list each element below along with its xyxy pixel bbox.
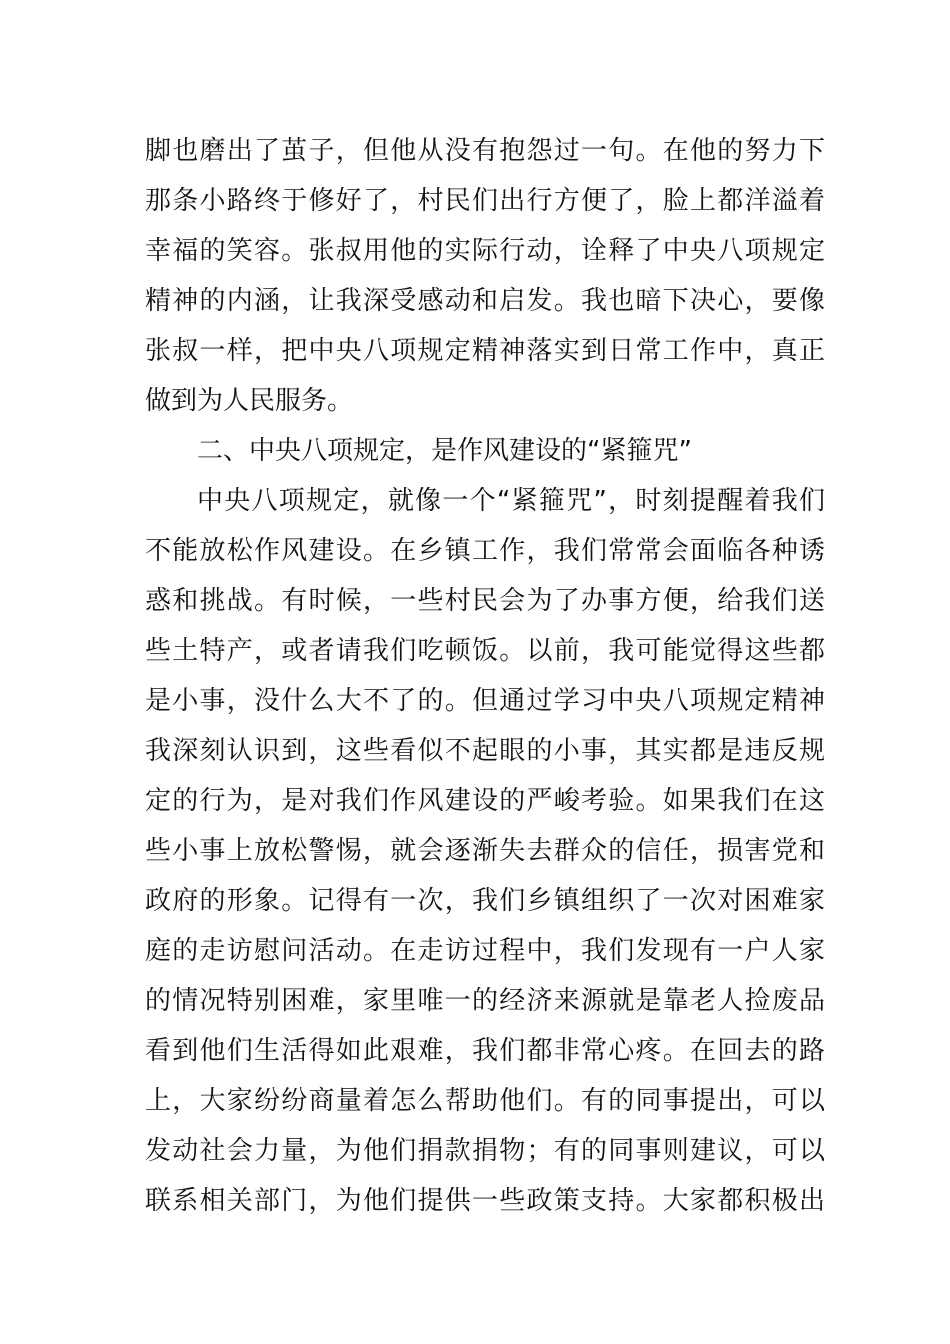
text-line: 联系相关部门，为他们提供一些政策支持。大家都积极出 (145, 1186, 825, 1216)
section-heading: 二、中央八项规定，是作风建设的“紧箍咒” (197, 436, 692, 466)
text-line: 看到他们生活得如此艰难，我们都非常心疼。在回去的路 (145, 1036, 825, 1066)
text-line: 幸福的笑容。张叔用他的实际行动，诠释了中央八项规定 (145, 236, 825, 266)
text-line: 不能放松作风建设。在乡镇工作，我们常常会面临各种诱 (145, 536, 825, 566)
text-line: 张叔一样，把中央八项规定精神落实到日常工作中，真正 (145, 336, 825, 366)
text-line: 庭的走访慰问活动。在走访过程中，我们发现有一户人家 (145, 936, 825, 966)
text-line: 精神的内涵，让我深受感动和启发。我也暗下决心，要像 (145, 286, 825, 316)
text-line: 我深刻认识到，这些看似不起眼的小事，其实都是违反规 (145, 736, 825, 766)
text-line: 惑和挑战。有时候，一些村民会为了办事方便，给我们送 (145, 586, 825, 616)
text-line: 中央八项规定，就像一个“紧箍咒”，时刻提醒着我们 (197, 486, 825, 516)
text-line: 发动社会力量，为他们捐款捐物；有的同事则建议，可以 (145, 1136, 825, 1166)
text-line: 是小事，没什么大不了的。但通过学习中央八项规定精神 (145, 686, 825, 716)
text-line: 些小事上放松警惕，就会逐渐失去群众的信任，损害党和 (145, 836, 825, 866)
text-line: 做到为人民服务。 (145, 386, 354, 416)
text-line: 的情况特别困难，家里唯一的经济来源就是靠老人捡废品 (145, 986, 825, 1016)
text-line: 脚也磨出了茧子，但他从没有抱怨过一句。在他的努力下 (145, 136, 825, 166)
text-line: 些土特产，或者请我们吃顿饭。以前，我可能觉得这些都 (145, 636, 825, 666)
text-line: 定的行为，是对我们作风建设的严峻考验。如果我们在这 (145, 786, 825, 816)
document-body (145, 126, 825, 1226)
text-line: 那条小路终于修好了，村民们出行方便了，脸上都洋溢着 (145, 186, 825, 216)
text-line: 上，大家纷纷商量着怎么帮助他们。有的同事提出，可以 (145, 1086, 825, 1116)
text-line: 政府的形象。记得有一次，我们乡镇组织了一次对困难家 (145, 886, 825, 916)
